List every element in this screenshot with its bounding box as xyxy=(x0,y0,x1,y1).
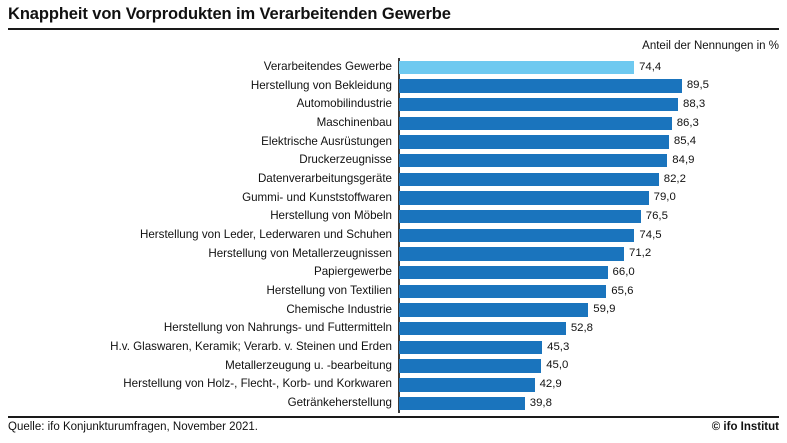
chart-bar-row xyxy=(8,319,779,338)
bar-container xyxy=(399,394,552,413)
bar-category-label: Herstellung von Textilien xyxy=(266,284,392,298)
bar-container xyxy=(399,95,705,114)
bar-category-label: Druckerzeugnisse xyxy=(299,153,392,167)
chart-bar-row xyxy=(8,226,779,245)
chart-bar-row xyxy=(8,301,779,320)
bar-value-label: 42,9 xyxy=(539,378,562,390)
chart-bar-row xyxy=(8,151,779,170)
bar-container xyxy=(399,301,615,320)
bar xyxy=(399,154,667,168)
bar-category-label: Herstellung von Nahrungs- und Futtermitteln xyxy=(163,321,392,335)
bar xyxy=(399,247,624,261)
bar-category-label: Automobilindustrie xyxy=(296,97,392,111)
bar-category-label: Maschinenbau xyxy=(316,116,392,129)
chart-bar-row xyxy=(8,189,779,208)
bar-category-label: Papiergewerbe xyxy=(314,265,392,279)
chart-bar-row xyxy=(8,338,779,357)
bar xyxy=(399,79,682,93)
bar-container xyxy=(399,133,696,152)
bar-value-label: 89,5 xyxy=(686,79,709,92)
chart-bar-row xyxy=(8,207,779,226)
chart-bar-row xyxy=(8,263,779,282)
bar-category-label: Herstellung von Möbeln xyxy=(270,209,392,223)
bar-category-label: Verarbeitendes Gewerbe xyxy=(263,59,392,73)
bar xyxy=(399,229,634,243)
chart-bar-row xyxy=(8,394,779,413)
bar xyxy=(399,397,525,411)
bar-value-label: 74,4 xyxy=(639,60,662,73)
chart-bar-row xyxy=(8,133,779,152)
bar-category-label: Herstellung von Bekleidung xyxy=(250,78,392,92)
chart-bar-row xyxy=(8,95,779,114)
bar xyxy=(399,173,659,187)
bar xyxy=(399,285,606,299)
chart-plot-area xyxy=(8,58,779,413)
bar-value-label: 74,5 xyxy=(639,228,662,241)
bar-container xyxy=(399,375,562,394)
bar-value-label: 85,4 xyxy=(673,135,697,148)
bar-value-label: 86,3 xyxy=(676,116,699,129)
chart-bar-row xyxy=(8,114,779,133)
bar-category-label: Gummi- und Kunststoffwaren xyxy=(242,190,392,204)
bar-value-label: 88,3 xyxy=(683,97,706,110)
bar xyxy=(399,341,542,355)
bar-value-label: 82,2 xyxy=(663,172,686,185)
bar xyxy=(399,98,678,112)
bar-value-label: 45,3 xyxy=(547,340,570,353)
bar-category-label: Herstellung von Metallerzeugnissen xyxy=(208,246,392,260)
credit-note: © ifo Institut xyxy=(711,421,779,433)
chart-bar-row xyxy=(8,245,779,264)
chart-bar-row xyxy=(8,170,779,189)
bar xyxy=(399,266,608,280)
bar-container xyxy=(399,189,676,208)
axis-unit-label: Anteil der Nennungen in % xyxy=(642,40,779,52)
bar-container xyxy=(399,245,651,264)
bar-container xyxy=(399,170,686,189)
bar xyxy=(399,61,634,75)
bar-value-label: 45,0 xyxy=(546,359,569,372)
bar-value-label: 39,8 xyxy=(529,396,552,409)
bar-category-label: Chemische Industrie xyxy=(286,302,392,316)
bar xyxy=(399,303,588,317)
bar xyxy=(399,191,649,205)
bar-value-label: 65,6 xyxy=(611,284,634,297)
bar-category-label: Metallerzeugung u. -bearbeitung xyxy=(225,358,392,372)
bar-container xyxy=(399,151,694,170)
chart-bar-row xyxy=(8,77,779,96)
bar-container xyxy=(399,58,661,77)
bar-value-label: 59,9 xyxy=(593,303,616,316)
bar-category-label: Getränkeherstellung xyxy=(287,396,392,410)
bar-container xyxy=(399,207,668,226)
bar xyxy=(399,135,669,149)
title-divider xyxy=(8,28,779,30)
footer-divider xyxy=(8,416,779,418)
bar xyxy=(399,322,566,336)
bar-container xyxy=(399,338,569,357)
bar-value-label: 71,2 xyxy=(628,247,652,260)
bar-value-label: 66,0 xyxy=(612,265,635,278)
bar-container xyxy=(399,357,568,376)
bar-container xyxy=(399,319,593,338)
chart-bar-row xyxy=(8,357,779,376)
bar-container xyxy=(399,114,699,133)
chart-bar-row xyxy=(8,375,779,394)
chart-bar-row xyxy=(8,282,779,301)
bar-value-label: 79,0 xyxy=(653,191,676,204)
bar-category-label: H.v. Glaswaren, Keramik; Verarb. v. Steinen und Erden xyxy=(110,340,392,354)
bar-value-label: 84,9 xyxy=(672,153,695,166)
bar-container xyxy=(399,77,709,96)
bar-container xyxy=(399,263,635,282)
bar xyxy=(399,378,535,392)
bar-container xyxy=(399,282,633,301)
bar xyxy=(399,210,641,224)
bar-category-label: Herstellung von Leder, Lederwaren und Schuhen xyxy=(139,228,392,242)
page-title: Knappheit von Vorprodukten im Verarbeitenden Gewerbe xyxy=(8,5,451,23)
bar-chart xyxy=(8,58,779,413)
bar-category-label: Elektrische Ausrüstungen xyxy=(261,134,392,148)
bar-value-label: 52,8 xyxy=(570,321,594,334)
bar-category-label: Herstellung von Holz-, Flecht-, Korb- und Korkwaren xyxy=(123,377,392,391)
bar xyxy=(399,117,672,131)
source-note: Quelle: ifo Konjunkturumfragen, November 2021. xyxy=(8,421,258,433)
bar-value-label: 76,5 xyxy=(645,209,668,222)
bar xyxy=(399,359,541,373)
chart-bar-row xyxy=(8,58,779,77)
bar-container xyxy=(399,226,662,245)
bar-category-label: Datenverarbeitungsgeräte xyxy=(257,172,392,186)
